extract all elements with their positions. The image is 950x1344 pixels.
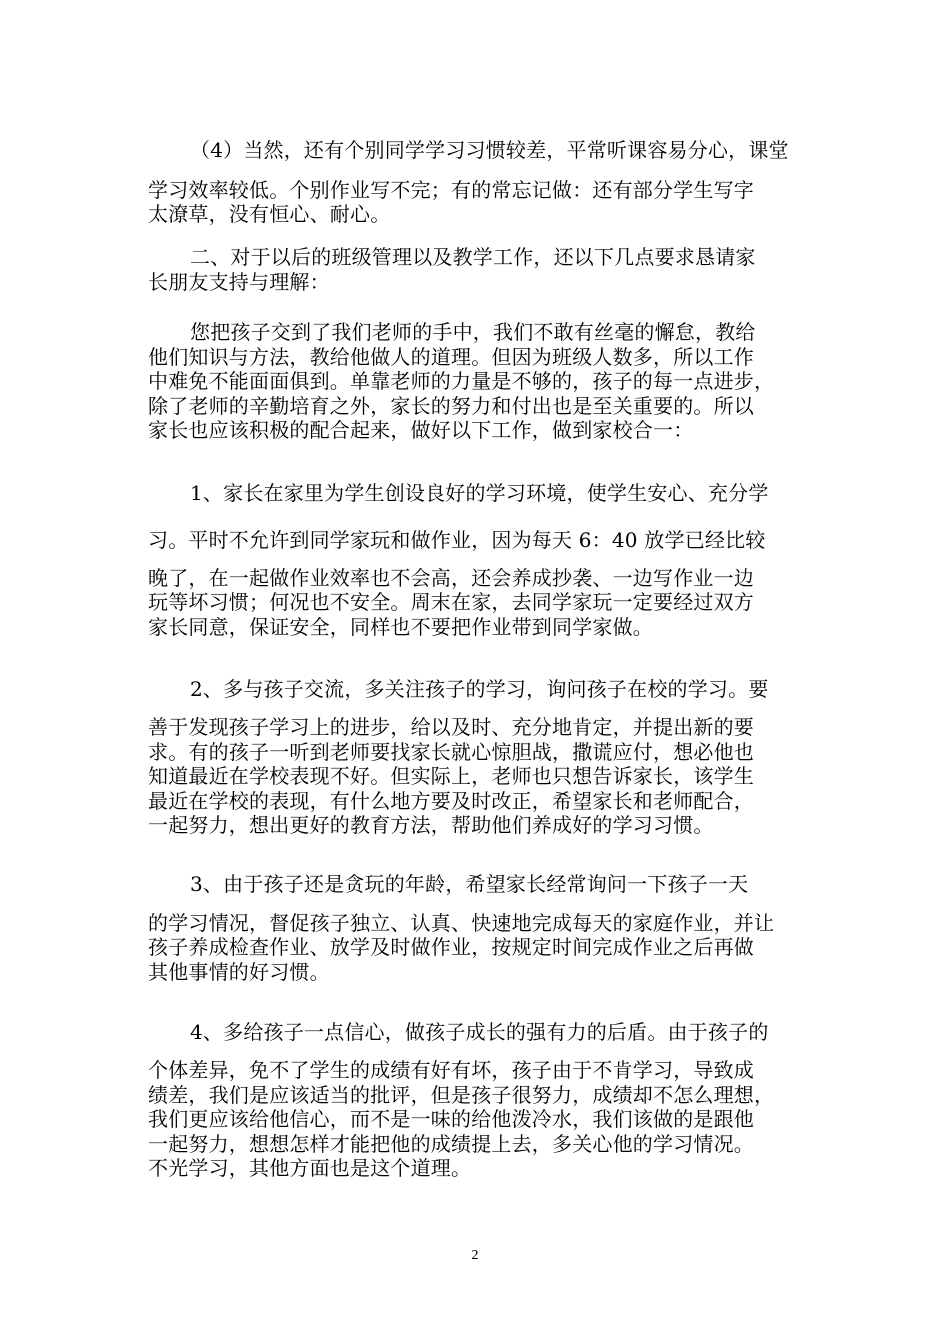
paragraph-5-line-2: 善于发现孩子学习上的进步，给以及时、充分地肯定，并提出新的要 <box>148 715 754 739</box>
paragraph-5-line-5: 最近在学校的表现，有什么地方要及时改正，希望家长和老师配合， <box>148 789 754 813</box>
paragraph-2-line-2: 长朋友支持与理解： <box>148 270 330 294</box>
paragraph-2-line-1: 二、对于以后的班级管理以及教学工作，还以下几点要求恳请家 <box>190 245 756 269</box>
paragraph-4-line-3: 晚了，在一起做作业效率也不会高，还会养成抄袭、一边写作业一边 <box>148 566 754 590</box>
paragraph-3-line-1: 您把孩子交到了我们老师的手中，我们不敢有丝毫的懈怠，教给 <box>190 320 756 344</box>
paragraph-7-line-3: 绩差，我们是应该适当的批评，但是孩子很努力，成绩却不怎么理想， <box>148 1083 775 1107</box>
paragraph-5-line-4: 知道最近在学校表现不好。但实际上，老师也只想告诉家长，该学生 <box>148 764 754 788</box>
paragraph-3-line-3: 中难免不能面面俱到。单靠老师的力量是不够的，孩子的每一点进步， <box>148 369 775 393</box>
page-number: 2 <box>471 1248 479 1263</box>
paragraph-7-line-1: 4、多给孩子一点信心，做孩子成长的强有力的后盾。由于孩子的 <box>190 1020 769 1044</box>
paragraph-7-line-5: 一起努力，想想怎样才能把他的成绩提上去，多关心他的学习情况。 <box>148 1132 754 1156</box>
paragraph-4-line-1: 1、家长在家里为学生创设良好的学习环境，使学生安心、充分学 <box>190 481 769 505</box>
paragraph-5-line-6: 一起努力，想出更好的教育方法，帮助他们养成好的学习习惯。 <box>148 813 714 837</box>
paragraph-4-line-5: 家长同意，保证安全，同样也不要把作业带到同学家做。 <box>148 615 653 639</box>
paragraph-7-line-6: 不光学习，其他方面也是这个道理。 <box>148 1156 472 1180</box>
paragraph-4-line-2: 习。平时不允许到同学家玩和做作业，因为每天 6：40 放学已经比较 <box>148 528 766 552</box>
paragraph-7-line-2: 个体差异，免不了学生的成绩有好有坏，孩子由于不肯学习，导致成 <box>148 1058 754 1082</box>
paragraph-6-line-3: 孩子养成检查作业、放学及时做作业，按规定时间完成作业之后再做 <box>148 935 754 959</box>
paragraph-6-line-1: 3、由于孩子还是贪玩的年龄，希望家长经常询问一下孩子一天 <box>190 872 749 896</box>
paragraph-1-line-2: 学习效率较低。个别作业写不完；有的常忘记做：还有部分学生写字 <box>148 178 754 202</box>
paragraph-6-line-4: 其他事情的好习惯。 <box>148 960 330 984</box>
paragraph-3-line-4: 除了老师的辛勤培育之外，家长的努力和付出也是至关重要的。所以 <box>148 394 754 418</box>
paragraph-7-line-4: 我们更应该给他信心，而不是一味的给他泼冷水，我们该做的是跟他 <box>148 1107 754 1131</box>
paragraph-4-line-4: 玩等坏习惯；何况也不安全。周末在家，去同学家玩一定要经过双方 <box>148 590 754 614</box>
paragraph-3-line-5: 家长也应该积极的配合起来，做好以下工作，做到家校合一： <box>148 418 694 442</box>
paragraph-1-line-1: （4）当然，还有个别同学学习习惯较差，平常听课容易分心，课堂 <box>190 138 789 162</box>
paragraph-5-line-1: 2、多与孩子交流，多关注孩子的学习，询问孩子在校的学习。要 <box>190 677 769 701</box>
paragraph-3-line-2: 他们知识与方法，教给他做人的道理。但因为班级人数多，所以工作 <box>148 345 754 369</box>
paragraph-5-line-3: 求。有的孩子一听到老师要找家长就心惊胆战，撒谎应付，想必他也 <box>148 740 754 764</box>
paragraph-6-line-2: 的学习情况，督促孩子独立、认真、快速地完成每天的家庭作业，并让 <box>148 911 775 935</box>
paragraph-1-line-3: 太潦草，没有恒心、耐心。 <box>148 202 391 226</box>
